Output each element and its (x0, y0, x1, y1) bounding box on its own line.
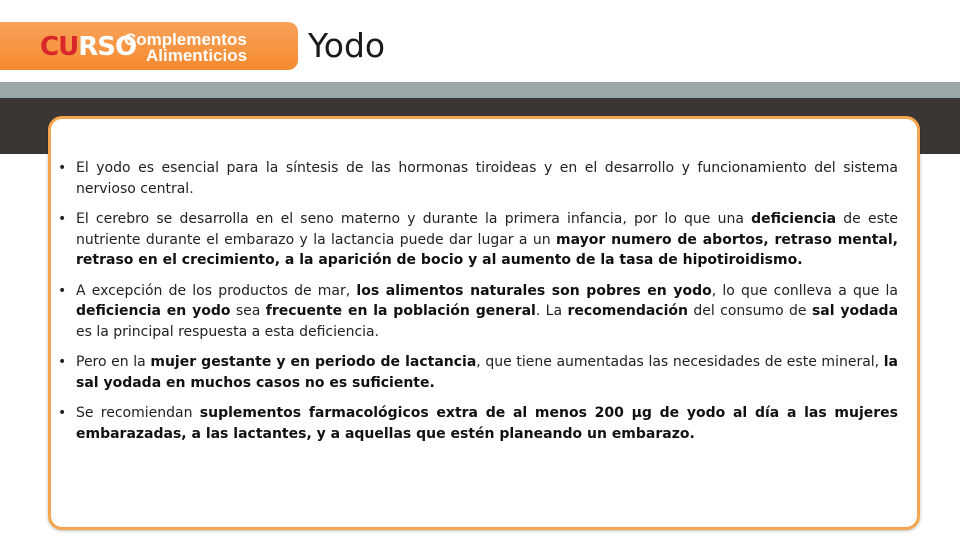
bullet-item (58, 352, 898, 393)
bullet-dot-icon: • (58, 282, 67, 299)
bullet-text-bold: frecuente en la población general (265, 303, 536, 319)
bullet-text: El cerebro se desarrolla en el seno materno y durante la primera infancia, por lo que una (76, 211, 752, 227)
header (0, 0, 960, 80)
logo-line1: Complementos (124, 30, 247, 49)
bullet-list (58, 158, 898, 454)
bullet-text: sea (230, 303, 266, 319)
bullet-text: , lo que conlleva a que la (711, 282, 898, 299)
bullet-text-bold: deficiencia en yodo (76, 303, 231, 319)
bullet-item (58, 209, 898, 271)
bullet-text: es la principal respuesta a esta deficiencia. (76, 323, 380, 340)
header-band-grey (0, 82, 960, 98)
bullet-text-bold: recomendación (567, 303, 688, 319)
logo-curso-red: CU (40, 32, 79, 62)
bullet-text: El yodo es esencial para la síntesis de las hormonas tiroideas y en el desarrollo y funcionamiento del sistema nervioso central. (76, 160, 898, 197)
bullet-dot-icon: • (58, 160, 67, 176)
logo-line2: Alimenticios (146, 46, 248, 65)
bullet-dot-icon: • (58, 211, 67, 227)
bullet-text-bold: mayor numero de abortos, retraso mental, retraso en el crecimiento, a la aparición de bocio y al aumento de la tasa de hipotiroidismo. (76, 231, 898, 268)
bullet-item (58, 403, 898, 444)
logo-subtitle (124, 32, 284, 64)
bullet-dot-icon: • (58, 354, 67, 370)
bullet-dot-icon: • (58, 405, 67, 421)
bullet-text-bold: deficiencia (751, 211, 837, 227)
bullet-text: A excepción de los productos de mar, (76, 282, 357, 299)
bullet-text-bold: los alimentos naturales son pobres en yodo (356, 282, 712, 299)
bullet-text: . La (535, 303, 568, 319)
bullet-text: del consumo de (687, 303, 812, 319)
bullet-text: Se recomiendan (76, 405, 200, 421)
bullet-text-bold: la sal yodada en muchos casos no es suficiente. (76, 354, 898, 391)
bullet-item (58, 281, 898, 343)
bullet-item (58, 158, 898, 199)
page-title: Yodo (308, 26, 386, 65)
bullet-text: Pero en la (76, 354, 151, 370)
bullet-text-bold: mujer gestante y en periodo de lactancia (150, 354, 477, 370)
bullet-text-bold: sal yodada (811, 303, 899, 319)
logo-curso-white: RSO (78, 32, 137, 62)
logo-curso (40, 30, 136, 64)
bullet-text: de este nutriente durante el embarazo y la lactancia puede dar lugar a un (76, 211, 898, 248)
bullet-text-bold: suplementos farmacológicos extra de al menos 200 µg de yodo al día a las mujeres embarazadas, a las lactantes, y a aquellas que estén planeando un embarazo. (76, 405, 899, 442)
bullet-text: , que tiene aumentadas las necesidades de este mineral, (476, 354, 884, 370)
